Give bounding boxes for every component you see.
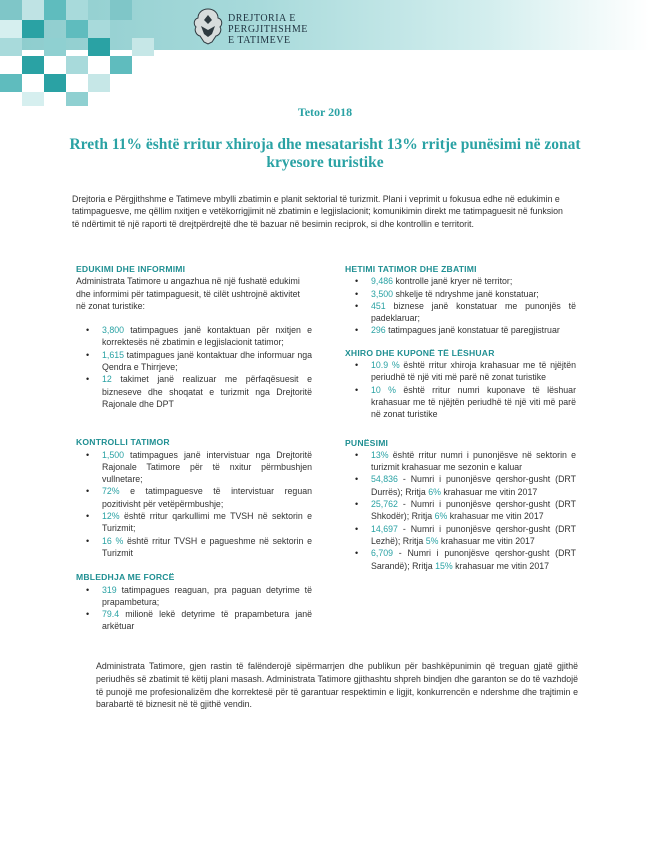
list-item: • 451 biznese janë konstatuar me punonjës të padeklaruar; (345, 300, 576, 325)
list-item: • 9,486 kontrolle janë kryer në territor; (345, 275, 576, 287)
xhiro-list (345, 359, 576, 420)
list-item: • 54,836 - Numri i punonjësve qershor-gusht (DRT Durrës); Rritja 6% krahasuar me vitin 2017 (345, 473, 576, 498)
list-item: • 1,615 tatimpagues janë kontaktuar dhe informuar nga Qendra e Thirrjeve; (76, 349, 312, 374)
list-item: • 16 % është rritur TVSH e pagueshme në sektorin e Turizmit (76, 535, 312, 560)
list-item: • 12 takimet janë realizuar me përfaqësuesit e bizneseve dhe shoqatat e turizmit nga Drejtoritë Rajonale dhe DPT (76, 373, 312, 410)
section-heading-edukimi: EDUKIMI DHE INFORMIMI (76, 264, 186, 274)
list-item: • 6,709 - Numri i punonjësve qershor-gusht (DRT Sarandë); Rritja 15% krahasuar me vitin 2017 (345, 547, 576, 572)
list-item: • 14,697 - Numri i punonjësve qershor-gusht (DRT Lezhë); Rritja 5% krahasuar me vitin 2017 (345, 523, 576, 548)
document-date: Tetor 2018 (297, 105, 353, 119)
closing-paragraph: Administrata Tatimore, gjen rastin të falënderojë sipërmarrjen dhe publikun për bashkëpunimin që treguan gjatë gjithë periudhës së zbatimit të këtij plani masash. Administrata Tatimore gjithashtu shpreh bindjen dhe garanton se do të vazhdojë të punojë me profesionalizëm dhe korrektesë për të garantuar respektimin e ligjit, konkurrencën e ndershme dhe trajtimin e barabartë të biznesit në të gjithë vendin. (96, 661, 578, 710)
punesimi-list (345, 449, 576, 572)
intro-paragraph: Drejtoria e Përgjithshme e Tatimeve mbylli zbatimin e planit sektorial të turizmit. Plani i veprimit u fokusua edhe në edukimin e tatimpaguesve, me qëllim nxitjen e vetëkorrigjimit në zbatimin e legjislacionit; komunikimin direkt me tatimpaguesit në funksion të ndërtimit të një raporti të drejtpërdrejtë dhe të bazuar në besimin reciprok, si dhe kontrollin e territorit. (72, 194, 563, 229)
section-heading-mbledhja: MBLEDHJA ME FORCË (76, 572, 175, 583)
title-line2: kryesore turistike (266, 154, 384, 171)
list-item: • 79.4 milionë lekë detyrime të prapambetura janë arkëtuar (76, 608, 312, 633)
kontrolli-list (76, 449, 312, 560)
list-item: • 13% është rritur numri i punonjësve në sektorin e turizmit krahasuar me sezonin e kaluar (345, 449, 576, 474)
list-item: • 10 % është rritur numri kuponave të lëshuar krahasuar me të njëjtën periudhë të një viti më parë në zonat turistike (345, 384, 576, 421)
org-name-line2: PERGJITHSHME (228, 24, 308, 35)
org-name-line3: E TATIMEVE (228, 35, 291, 46)
org-logo (190, 6, 450, 48)
list-item: • 319 tatimpagues reaguan, pra paguan detyrime të prapambetura; (76, 584, 312, 609)
mbledhja-list (76, 584, 312, 633)
list-item: • 72% e tatimpaguesve të intervistuar reguan pozitivisht për vetëpërmbushje; (76, 485, 312, 510)
list-item: • 10.9 % është rritur xhiroja krahasuar me të njëjtën periudhë të një viti më parë në zonat turistike (345, 359, 576, 384)
crest-emblem-icon (190, 6, 226, 46)
right-column (345, 263, 576, 572)
org-name-line1: DREJTORIA E (228, 13, 296, 24)
list-item: • 3,800 tatimpagues janë kontaktuan për nxitjen e korrektesës në zbatimin e legjislacionit tatimor; (76, 324, 312, 349)
section-heading-xhiro: XHIRO DHE KUPONË TË LËSHUAR (345, 347, 495, 358)
section-heading-kontrolli: KONTROLLI TATIMOR (76, 437, 170, 448)
section-heading-hetimi: HETIMI TATIMOR DHE ZBATIMI (345, 264, 477, 274)
page-title (60, 136, 590, 172)
left-column (76, 263, 312, 633)
list-item: • 1,500 tatimpagues janë intervistuar nga Drejtoritë Rajonale Tatimore për të nxitur përmbushjen vullnetare; (76, 449, 312, 486)
list-item: • 3,500 shkelje të ndryshme janë konstatuar; (345, 288, 576, 300)
hetimi-list (345, 275, 576, 336)
section-heading-punesimi: PUNËSIMI (345, 437, 389, 448)
edukimi-list (76, 324, 312, 410)
list-item: • 12% është rritur qarkullimi me TVSH në sektorin e Turizmit; (76, 510, 312, 535)
list-item: • 25,762 - Numri i punonjësve qershor-gusht (DRT Shkodër); Rritja 6% krahasuar me vitin 2017 (345, 498, 576, 523)
title-line1: Rreth 11% është rritur xhiroja dhe mesatarisht 13% rritje punësimi në zonat (69, 136, 581, 153)
edukimi-paragraph: Administrata Tatimore u angazhua në një fushatë edukimi dhe informimi për tatimpaguesit, të cilët ushtrojnë aktivitet në zonat turistike: (76, 276, 300, 311)
list-item: • 296 tatimpagues janë konstatuar të paregjistruar (345, 324, 576, 336)
